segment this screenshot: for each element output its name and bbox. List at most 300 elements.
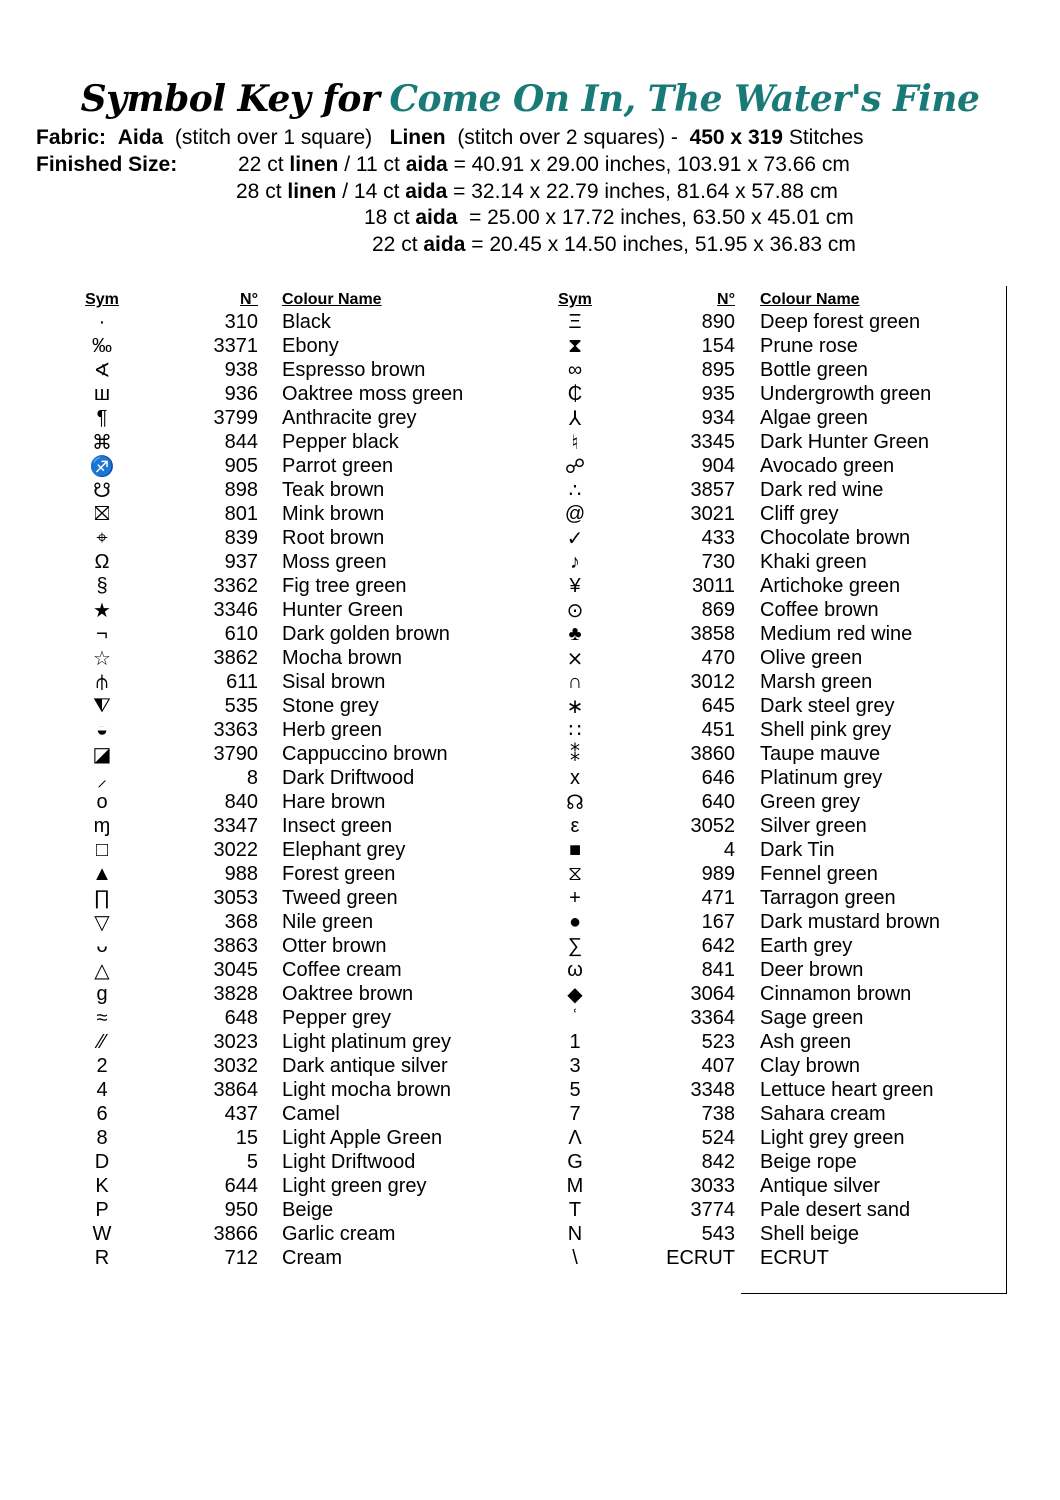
colour-name: Bottle green bbox=[760, 358, 868, 381]
symbol-table-left bbox=[70, 290, 463, 1270]
table-row bbox=[70, 790, 463, 814]
symbol-glyph: ⅄ bbox=[568, 407, 582, 430]
colour-number: 3045 bbox=[213, 958, 258, 981]
colour-name: Insect green bbox=[282, 814, 393, 837]
table-row bbox=[540, 526, 940, 550]
colour-number: 841 bbox=[701, 958, 735, 981]
colour-name: Sahara cream bbox=[760, 1102, 886, 1125]
colour-name: Shell beige bbox=[760, 1222, 859, 1245]
colour-name: Algae green bbox=[760, 406, 868, 429]
symbol-glyph: ⸝ bbox=[97, 768, 107, 791]
symbol-glyph: 6 bbox=[96, 1102, 108, 1125]
symbol-glyph: ▲ bbox=[92, 862, 112, 885]
colour-name: Mocha brown bbox=[282, 646, 403, 669]
symbol-glyph: ⁄⁄ bbox=[98, 1030, 106, 1053]
colour-name: Otter brown bbox=[282, 934, 387, 957]
colour-name: Teak brown bbox=[282, 478, 385, 501]
symbol-glyph: ≈ bbox=[96, 1006, 108, 1029]
size-part-b1: aida bbox=[423, 233, 466, 256]
symbol-glyph: ✓ bbox=[566, 527, 584, 550]
table-row bbox=[70, 934, 463, 958]
colour-number: 368 bbox=[224, 910, 258, 933]
symbol-glyph: ⛝ bbox=[94, 502, 110, 525]
table-row bbox=[540, 622, 940, 646]
colour-number: 3032 bbox=[213, 1054, 258, 1077]
finished-size-row bbox=[372, 233, 856, 257]
colour-name: Deep forest green bbox=[760, 310, 921, 333]
table-header bbox=[540, 290, 940, 310]
colour-name: Antique silver bbox=[760, 1174, 881, 1197]
finished-size-row bbox=[238, 153, 850, 177]
symbol-glyph: 7 bbox=[569, 1102, 581, 1125]
table-row bbox=[540, 1150, 940, 1174]
symbol-glyph: K bbox=[95, 1174, 109, 1197]
table-row bbox=[70, 1054, 463, 1078]
table-row bbox=[540, 334, 940, 358]
colour-name: Pepper grey bbox=[282, 1006, 391, 1029]
colour-number: 611 bbox=[226, 670, 258, 693]
stitch-count: 450 x 319 bbox=[689, 126, 783, 149]
colour-name: Cliff grey bbox=[760, 502, 839, 525]
colour-number: 3346 bbox=[213, 598, 258, 621]
colour-name: Dark antique silver bbox=[282, 1054, 448, 1077]
fabric-linen-note: (stitch over 2 squares) - bbox=[457, 126, 678, 149]
colour-number: 839 bbox=[224, 526, 258, 549]
table-row bbox=[70, 910, 463, 934]
symbol-glyph: · bbox=[98, 310, 106, 333]
header-sym: Sym bbox=[85, 291, 119, 308]
colour-number: 904 bbox=[701, 454, 735, 477]
symbol-glyph: N bbox=[567, 1222, 583, 1245]
colour-number: 989 bbox=[701, 862, 735, 885]
colour-name: Parrot green bbox=[282, 454, 394, 477]
colour-number: 842 bbox=[701, 1150, 735, 1173]
table-row bbox=[540, 502, 940, 526]
colour-name: Khaki green bbox=[760, 550, 867, 573]
colour-number: 8 bbox=[246, 766, 258, 789]
table-row bbox=[70, 766, 463, 790]
table-row bbox=[540, 718, 940, 742]
symbol-glyph: \ bbox=[572, 1246, 578, 1269]
colour-name: Olive green bbox=[760, 646, 863, 669]
colour-number: 950 bbox=[224, 1198, 258, 1221]
table-row bbox=[70, 862, 463, 886]
table-row bbox=[70, 694, 463, 718]
symbol-glyph: ∞ bbox=[567, 358, 583, 381]
colour-name: Pepper black bbox=[282, 430, 399, 453]
colour-number: 3011 bbox=[691, 574, 735, 597]
table-row bbox=[540, 382, 940, 406]
size-part-pre: 22 ct bbox=[238, 153, 290, 176]
table-row bbox=[540, 766, 940, 790]
symbol-glyph: P bbox=[95, 1198, 109, 1221]
table-row bbox=[540, 646, 940, 670]
symbol-glyph: ◆ bbox=[567, 983, 583, 1006]
table-row bbox=[70, 670, 463, 694]
symbol-glyph: ¥ bbox=[569, 574, 581, 597]
table-row bbox=[540, 670, 940, 694]
colour-number: 3033 bbox=[690, 1174, 735, 1197]
colour-name: Elephant grey bbox=[282, 838, 406, 861]
table-row bbox=[540, 1054, 940, 1078]
symbol-glyph: W bbox=[92, 1222, 112, 1245]
finished-size-row bbox=[364, 206, 854, 230]
symbol-glyph: ⫛ bbox=[96, 670, 108, 693]
symbol-glyph: ω bbox=[567, 958, 583, 981]
title-prefix: Symbol Key for bbox=[80, 78, 380, 120]
size-part-post: = 32.14 x 22.79 inches, 81.64 x 57.88 cm bbox=[447, 180, 838, 203]
colour-number: 895 bbox=[701, 358, 735, 381]
table-row bbox=[70, 334, 463, 358]
colour-name: Shell pink grey bbox=[760, 718, 892, 741]
size-part-b1: linen bbox=[289, 153, 339, 176]
size-part-b2: aida bbox=[405, 180, 448, 203]
colour-name: Hunter Green bbox=[282, 598, 404, 621]
colour-name: Light Apple Green bbox=[282, 1126, 443, 1149]
fabric-linen: Linen bbox=[389, 126, 446, 149]
colour-number: 3064 bbox=[690, 982, 735, 1005]
colour-number: 738 bbox=[701, 1102, 735, 1125]
symbol-glyph: 1 bbox=[569, 1030, 581, 1053]
colour-number: 988 bbox=[224, 862, 258, 885]
colour-number: 523 bbox=[701, 1030, 735, 1053]
symbol-glyph: o bbox=[96, 790, 108, 813]
size-part-pre: 18 ct bbox=[364, 206, 416, 229]
colour-name: Earth grey bbox=[760, 934, 853, 957]
table-row bbox=[70, 310, 463, 334]
border-right bbox=[1006, 286, 1007, 1293]
colour-number: 905 bbox=[224, 454, 258, 477]
colour-name: Light mocha brown bbox=[282, 1078, 451, 1101]
colour-name: Herb green bbox=[282, 718, 383, 741]
colour-number: 3371 bbox=[213, 334, 258, 357]
table-row bbox=[540, 886, 940, 910]
table-row bbox=[540, 598, 940, 622]
colour-name: Dark red wine bbox=[760, 478, 884, 501]
colour-name: Fennel green bbox=[760, 862, 878, 885]
fabric-aida-note: (stitch over 1 square) bbox=[174, 126, 373, 149]
colour-name: Silver green bbox=[760, 814, 867, 837]
colour-number: 840 bbox=[224, 790, 258, 813]
symbol-glyph: 3 bbox=[569, 1054, 581, 1077]
symbol-glyph: ∗ bbox=[566, 695, 584, 718]
table-row bbox=[70, 886, 463, 910]
symbol-glyph: ⧗ bbox=[567, 334, 583, 357]
symbol-glyph: G bbox=[567, 1150, 583, 1173]
table-row bbox=[540, 814, 940, 838]
colour-name: Oaktree brown bbox=[282, 982, 414, 1005]
symbol-glyph: ¶ bbox=[96, 406, 108, 429]
symbol-glyph: □ bbox=[95, 838, 109, 861]
colour-number: 451 bbox=[701, 718, 735, 741]
table-row bbox=[70, 742, 463, 766]
size-part-mid: / 14 ct bbox=[336, 180, 406, 203]
symbol-glyph: ¬ bbox=[96, 622, 108, 645]
symbol-glyph: ∢ bbox=[93, 359, 111, 382]
symbol-glyph: ∑ bbox=[567, 934, 583, 957]
table-row bbox=[540, 862, 940, 886]
symbol-glyph: ☊ bbox=[566, 791, 584, 814]
symbol-glyph: 4 bbox=[96, 1078, 108, 1101]
table-row bbox=[70, 382, 463, 406]
table-row bbox=[70, 550, 463, 574]
table-row bbox=[540, 478, 940, 502]
table-row bbox=[70, 1198, 463, 1222]
colour-name: Prune rose bbox=[760, 334, 858, 357]
colour-name: Moss green bbox=[282, 550, 387, 573]
table-row bbox=[70, 598, 463, 622]
finished-size-label: Finished Size: bbox=[36, 153, 178, 176]
colour-number: 3052 bbox=[690, 814, 735, 837]
symbol-glyph: g bbox=[96, 982, 108, 1005]
colour-name: Sage green bbox=[760, 1006, 864, 1029]
colour-name: Dark mustard brown bbox=[760, 910, 941, 933]
colour-name: Platinum grey bbox=[760, 766, 883, 789]
table-header bbox=[70, 290, 463, 310]
colour-name: Ebony bbox=[282, 334, 339, 357]
colour-number: 936 bbox=[224, 382, 258, 405]
colour-number: 3828 bbox=[213, 982, 258, 1005]
table-row bbox=[540, 574, 940, 598]
colour-number: 938 bbox=[224, 358, 258, 381]
colour-name: Taupe mauve bbox=[760, 742, 881, 765]
colour-number: 3866 bbox=[213, 1222, 258, 1245]
colour-number: 3799 bbox=[213, 406, 258, 429]
colour-number: 869 bbox=[701, 598, 735, 621]
symbol-glyph: ■ bbox=[568, 838, 582, 861]
table-row bbox=[70, 1006, 463, 1030]
table-row bbox=[540, 1246, 940, 1270]
table-row bbox=[540, 1222, 940, 1246]
colour-number: 648 bbox=[224, 1006, 258, 1029]
colour-name: Clay brown bbox=[760, 1054, 861, 1077]
colour-number: 3790 bbox=[213, 742, 258, 765]
finished-size-row bbox=[236, 180, 838, 204]
table-row bbox=[540, 958, 940, 982]
colour-name: Medium red wine bbox=[760, 622, 913, 645]
symbol-glyph: ☍ bbox=[564, 455, 586, 478]
colour-name: Dark Tin bbox=[760, 838, 835, 861]
size-part-b2: aida bbox=[405, 153, 448, 176]
colour-number: 524 bbox=[701, 1126, 735, 1149]
header-colour-name: Colour Name bbox=[760, 291, 860, 308]
symbol-glyph: ♐ bbox=[89, 455, 115, 478]
table-row bbox=[70, 838, 463, 862]
table-row bbox=[540, 982, 940, 1006]
table-row bbox=[540, 1030, 940, 1054]
colour-name: Hare brown bbox=[282, 790, 386, 813]
colour-number: 3363 bbox=[213, 718, 258, 741]
colour-number: 712 bbox=[224, 1246, 258, 1269]
colour-number: 3347 bbox=[213, 814, 258, 837]
table-row bbox=[70, 526, 463, 550]
symbol-glyph: § bbox=[96, 574, 108, 597]
stitches-word: Stitches bbox=[788, 126, 864, 149]
colour-name: Fig tree green bbox=[282, 574, 407, 597]
colour-number: 470 bbox=[701, 646, 735, 669]
colour-number: 610 bbox=[224, 622, 258, 645]
table-row bbox=[70, 502, 463, 526]
header-sym: Sym bbox=[558, 291, 592, 308]
symbol-glyph: ∴ bbox=[568, 479, 582, 502]
colour-name: Tweed green bbox=[282, 886, 398, 909]
colour-name: Forest green bbox=[282, 862, 396, 885]
table-row bbox=[540, 694, 940, 718]
symbol-glyph: ♮ bbox=[571, 431, 579, 454]
size-part-mid: / 11 ct bbox=[338, 153, 406, 176]
colour-name: Tarragon green bbox=[760, 886, 896, 909]
fabric-aida: Aida bbox=[117, 126, 164, 149]
colour-number: 3857 bbox=[690, 478, 735, 501]
header-colour-name: Colour Name bbox=[282, 291, 382, 308]
table-row bbox=[70, 454, 463, 478]
table-row bbox=[70, 1126, 463, 1150]
symbol-glyph: ∩ bbox=[567, 670, 583, 693]
colour-name: Nile green bbox=[282, 910, 374, 933]
colour-name: Mink brown bbox=[282, 502, 385, 525]
colour-number: 3012 bbox=[690, 670, 735, 693]
table-row bbox=[70, 430, 463, 454]
colour-name: Cinnamon brown bbox=[760, 982, 912, 1005]
symbol-table-right bbox=[540, 290, 940, 1270]
table-row bbox=[70, 574, 463, 598]
colour-number: 644 bbox=[224, 1174, 258, 1197]
colour-name: Light grey green bbox=[760, 1126, 905, 1149]
symbol-glyph: ш bbox=[93, 382, 111, 405]
colour-name: Artichoke green bbox=[760, 574, 901, 597]
table-row bbox=[540, 742, 940, 766]
colour-name: Light platinum grey bbox=[282, 1030, 451, 1053]
colour-number: ECRUT bbox=[666, 1246, 735, 1269]
colour-number: 3864 bbox=[213, 1078, 258, 1101]
symbol-glyph: ε bbox=[570, 814, 580, 837]
table-row bbox=[70, 358, 463, 382]
table-row bbox=[540, 1174, 940, 1198]
colour-number: 844 bbox=[224, 430, 258, 453]
symbol-glyph: x bbox=[570, 766, 580, 789]
colour-number: 935 bbox=[701, 382, 735, 405]
table-row bbox=[70, 1030, 463, 1054]
size-part-pre: 28 ct bbox=[236, 180, 288, 203]
symbol-glyph: ♣ bbox=[568, 622, 582, 645]
colour-number: 310 bbox=[224, 310, 258, 333]
colour-name: Lettuce heart green bbox=[760, 1078, 934, 1101]
colour-name: Light Driftwood bbox=[282, 1150, 416, 1173]
colour-number: 3362 bbox=[213, 574, 258, 597]
table-row bbox=[540, 454, 940, 478]
pattern-name: Come On In, The Water's Fine bbox=[389, 78, 980, 120]
size-part-post: = 40.91 x 29.00 inches, 103.91 x 73.66 cm bbox=[447, 153, 850, 176]
colour-number: 937 bbox=[224, 550, 258, 573]
colour-name: Coffee cream bbox=[282, 958, 402, 981]
colour-name: Cream bbox=[282, 1246, 343, 1269]
colour-number: 3345 bbox=[690, 430, 735, 453]
colour-name: Camel bbox=[282, 1102, 340, 1125]
colour-name: Root brown bbox=[282, 526, 385, 549]
symbol-glyph: ᴗ bbox=[96, 934, 108, 957]
table-row bbox=[70, 958, 463, 982]
colour-name: Dark Driftwood bbox=[282, 766, 415, 789]
colour-name: Avocado green bbox=[760, 454, 895, 477]
symbol-glyph: T bbox=[568, 1198, 582, 1221]
colour-name: Dark Hunter Green bbox=[760, 430, 929, 453]
symbol-glyph: ★ bbox=[93, 599, 111, 622]
symbol-glyph: Ω bbox=[94, 550, 110, 573]
colour-number: 3364 bbox=[690, 1006, 735, 1029]
colour-number: 646 bbox=[701, 766, 735, 789]
header-number: N° bbox=[240, 291, 258, 308]
symbol-glyph: ◪ bbox=[92, 743, 112, 766]
colour-number: 801 bbox=[224, 502, 258, 525]
symbol-glyph: 8 bbox=[96, 1126, 108, 1149]
symbol-glyph: ⧖ bbox=[567, 862, 583, 885]
size-part-pre: 22 ct bbox=[372, 233, 424, 256]
colour-number: 3858 bbox=[690, 622, 735, 645]
colour-name: Deer brown bbox=[760, 958, 864, 981]
table-row bbox=[540, 1078, 940, 1102]
symbol-glyph: Ξ bbox=[568, 310, 582, 333]
size-part-b1: aida bbox=[415, 206, 458, 229]
symbol-glyph: ∷ bbox=[568, 719, 582, 742]
symbol-glyph: + bbox=[569, 886, 581, 909]
size-part-post: = 25.00 x 17.72 inches, 63.50 x 45.01 cm bbox=[457, 206, 854, 229]
colour-number: 471 bbox=[701, 886, 735, 909]
table-row bbox=[70, 646, 463, 670]
colour-name: ECRUT bbox=[760, 1246, 829, 1269]
colour-number: 934 bbox=[701, 406, 735, 429]
table-row bbox=[540, 790, 940, 814]
colour-number: 433 bbox=[701, 526, 735, 549]
header-number: N° bbox=[717, 291, 735, 308]
colour-number: 535 bbox=[224, 694, 258, 717]
colour-number: 3860 bbox=[690, 742, 735, 765]
colour-number: 543 bbox=[701, 1222, 735, 1245]
colour-name: Espresso brown bbox=[282, 358, 426, 381]
table-row bbox=[70, 1150, 463, 1174]
colour-number: 890 bbox=[701, 310, 735, 333]
table-row bbox=[70, 1078, 463, 1102]
colour-name: Green grey bbox=[760, 790, 861, 813]
colour-number: 154 bbox=[701, 334, 735, 357]
symbol-glyph: D bbox=[94, 1150, 110, 1173]
symbol-glyph: 2 bbox=[96, 1054, 108, 1077]
symbol-glyph: ⌘ bbox=[92, 431, 112, 454]
symbol-glyph: @ bbox=[564, 502, 586, 525]
symbol-glyph: ⁑ bbox=[570, 743, 580, 766]
table-row bbox=[540, 1198, 940, 1222]
table-row bbox=[70, 1246, 463, 1270]
colour-name: Oaktree moss green bbox=[282, 382, 464, 405]
symbol-glyph: ☆ bbox=[93, 647, 111, 670]
colour-name: Black bbox=[282, 310, 331, 333]
table-row bbox=[540, 358, 940, 382]
symbol-glyph: ⌖ bbox=[96, 526, 108, 549]
symbol-glyph: ▽ bbox=[94, 911, 110, 934]
colour-number: 407 bbox=[701, 1054, 735, 1077]
symbol-glyph: ⨯ bbox=[566, 647, 584, 670]
colour-name: Beige bbox=[282, 1198, 334, 1221]
colour-name: Marsh green bbox=[760, 670, 873, 693]
colour-name: Anthracite grey bbox=[282, 406, 417, 429]
symbol-glyph: ♪ bbox=[570, 550, 580, 573]
symbol-glyph: ◒ bbox=[95, 718, 109, 741]
colour-name: Cappuccino brown bbox=[282, 742, 448, 765]
size-part-b1: linen bbox=[287, 180, 337, 203]
colour-number: 3053 bbox=[213, 886, 258, 909]
colour-number: 3348 bbox=[690, 1078, 735, 1101]
colour-number: 645 bbox=[701, 694, 735, 717]
colour-number: 898 bbox=[224, 478, 258, 501]
